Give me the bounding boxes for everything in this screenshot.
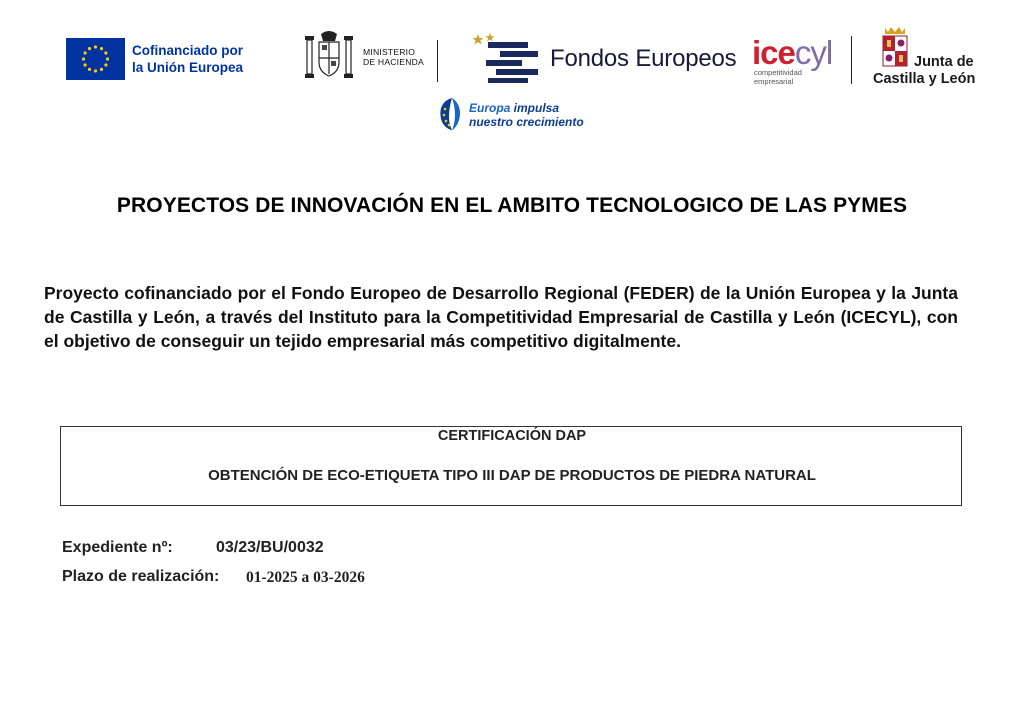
logo-divider [851,36,852,84]
icecyl-tagline [754,68,802,86]
icecyl-tagline-line2: empresarial [754,77,794,86]
expediente-value: 03/23/BU/0032 [216,539,324,556]
icecyl-logo [752,36,832,70]
plazo-label: Plazo de realización: [62,568,220,585]
plazo-value: 01-2025 a 03-2026 [246,569,365,586]
fondos-europeos-text: Fondos Europeos [550,45,737,72]
icecyl-tagline-line1: competitividad [754,68,802,77]
eu-text-line2: la Unión Europea [132,60,244,75]
icecyl-brand-a: ic [752,34,778,71]
expediente-label: Expediente nº: [62,539,173,556]
castilla-leon-arms-icon [880,24,910,72]
project-description: Proyecto cofinanciado por el Fondo Europeo de Desarrollo Regional (FEDER) de la Unión Europea y la Junta de Castilla y León, a través del Instituto para la Competitividad Empresarial de Castilla y León (ICECYL), con el objetivo de conseguir un tejido empresarial más competitivo digitalmente. [44,283,958,351]
eu-flag-icon [66,38,125,80]
junta-text-line2: Castilla y León [873,71,976,87]
europa-word: Europa [469,101,511,115]
logo-divider [437,40,438,82]
europa-line1 [469,101,584,115]
certification-subtitle: OBTENCIÓN DE ECO-ETIQUETA TIPO III DAP DE PRODUCTOS DE PIEDRA NATURAL [208,467,816,484]
fondos-europeos-icon [472,32,542,84]
certification-title: CERTIFICACIÓN DAP [437,428,587,444]
ministerio-line1: MINISTERIO [363,47,416,57]
europa-impulsa-text [469,101,584,129]
icecyl-brand-b: e [777,34,795,71]
coat-of-arms-icon [304,28,354,84]
europa-line2: nuestro crecimiento [469,115,584,129]
impulsa-word: impulsa [510,101,560,115]
ministerio-hacienda-text [363,47,424,67]
ministerio-line2: DE HACIENDA [363,57,424,67]
eu-cofinanciado-text [132,42,243,76]
europa-badge-icon [438,97,466,131]
icecyl-brand-c: cyl [794,34,833,71]
junta-text-line1: Junta de [914,54,974,70]
eu-text-line1: Cofinanciado por [132,43,243,58]
page-title: PROYECTOS DE INNOVACIÓN EN EL AMBITO TECNOLOGICO DE LAS PYMES [116,194,908,217]
